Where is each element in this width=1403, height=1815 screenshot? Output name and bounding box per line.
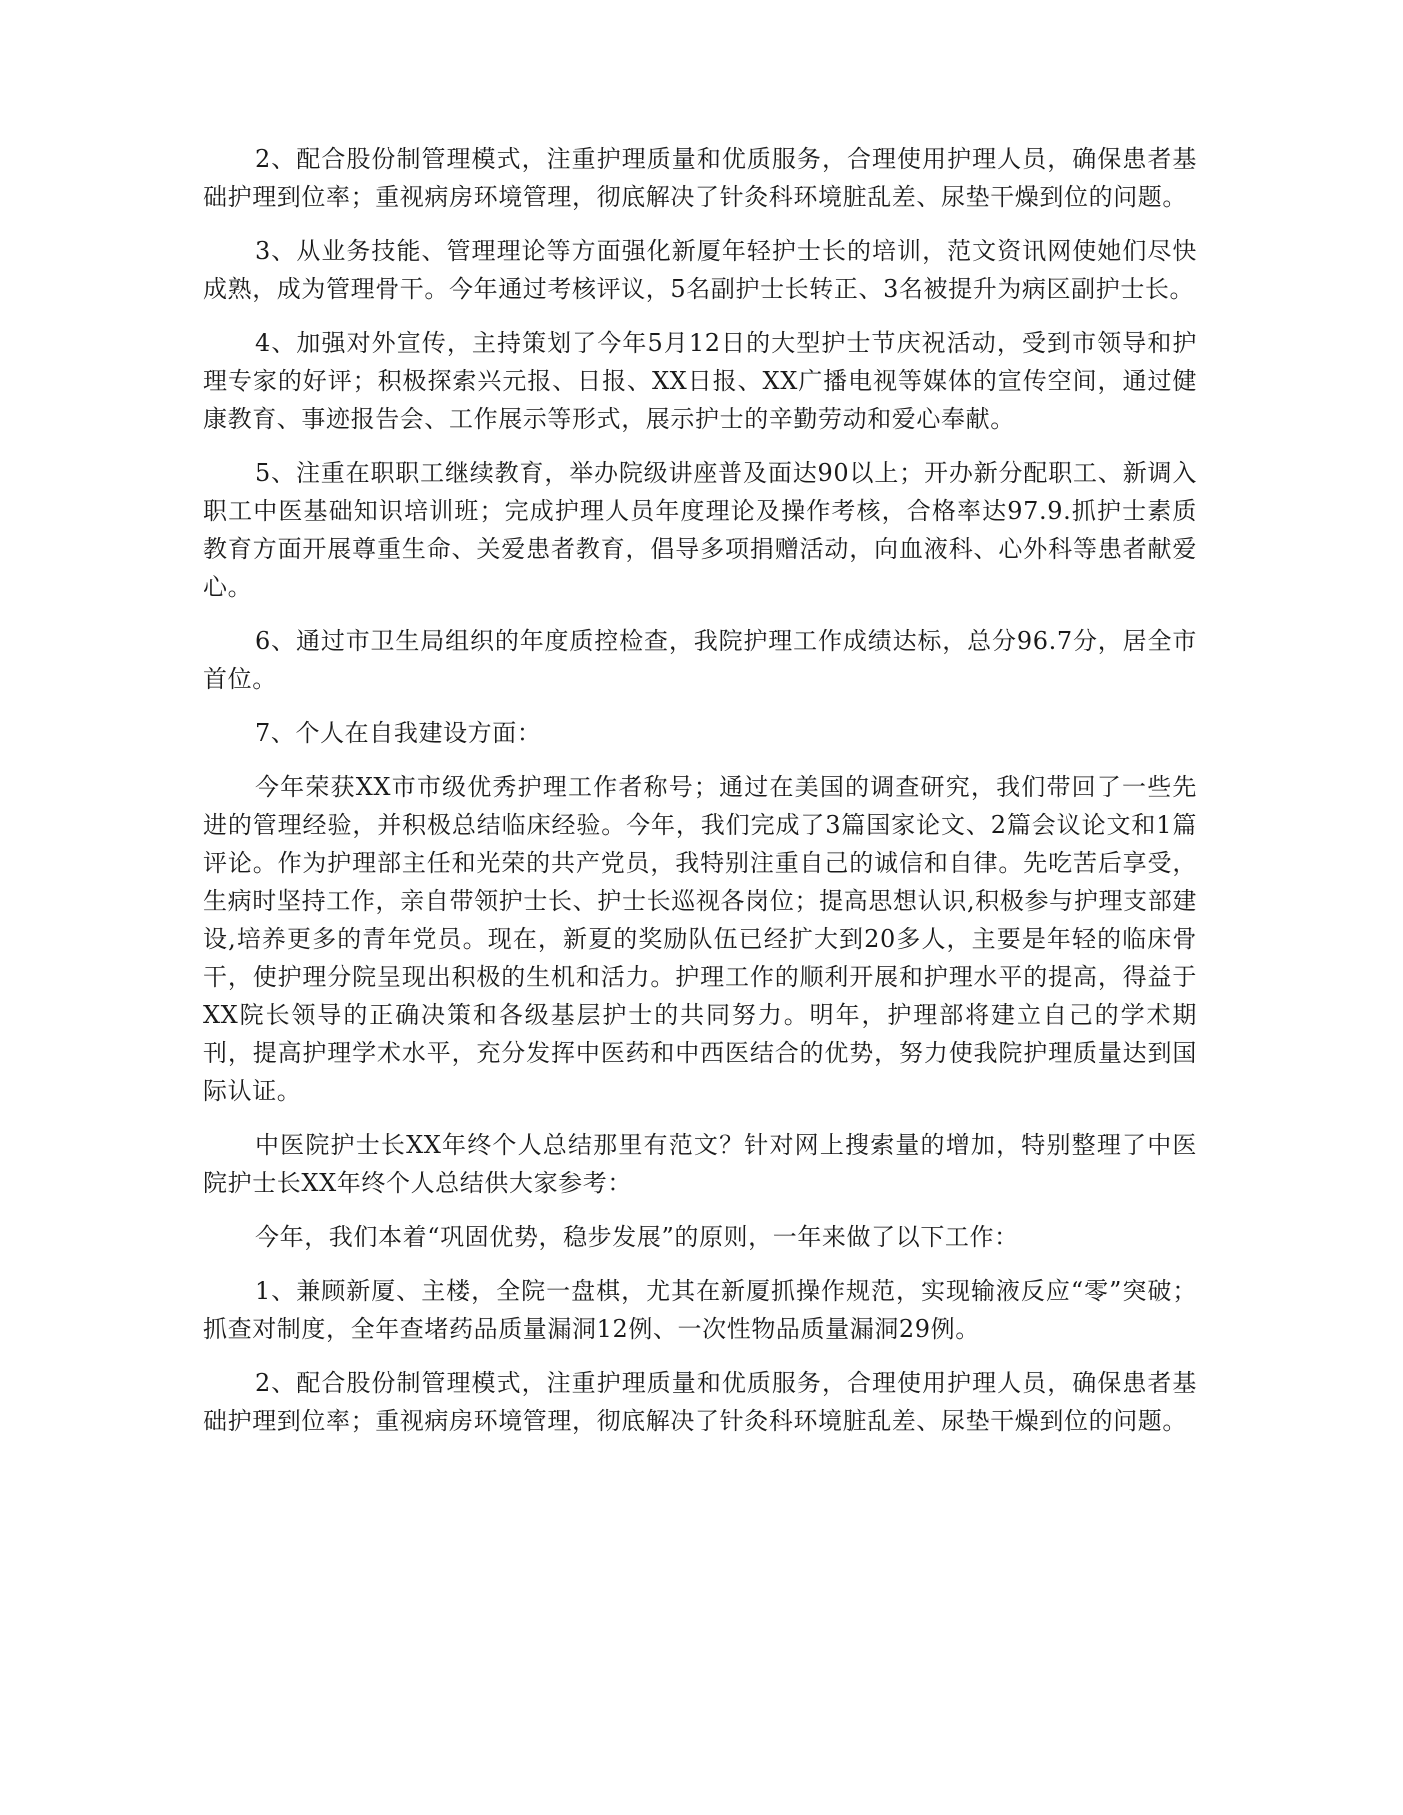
paragraph-personal-achievements: 今年荣获XX市市级优秀护理工作者称号；通过在美国的调查研究，我们带回了一些先进的管理经验，并积极总结临床经验。今年，我们完成了3篇国家论文、2篇会议论文和1篇评论。作为护理部主任和光荣的共产党员，我特别注重自己的诚信和自律。先吃苦后享受，生病时坚持工作，亲自带领护士长、护士长巡视各岗位；提高思想认识,积极参与护理支部建设,培养更多的青年党员。现在，新夏的奖励队伍已经扩大到20多人，主要是年轻的临床骨干，使护理分院呈现出积极的生机和活力。护理工作的顺利开展和护理水平的提高，得益于XX院长领导的正确决策和各级基层护士的共同努力。明年，护理部将建立自己的学术期刊，提高护理学术水平，充分发挥中医药和中西医结合的优势，努力使我院护理质量达到国际认证。 xyxy=(203,773,1197,1105)
paragraph-item-3-training: 3、从业务技能、管理理论等方面强化新厦年轻护士长的培训，范文资讯网使她们尽快成熟，成为管理骨干。今年通过考核评议，5名副护士长转正、3名被提升为病区副护士长。 xyxy=(203,237,1197,303)
paragraph-item-7-self-building: 7、个人在自我建设方面： xyxy=(255,719,542,747)
paragraph-item-2-quality: 2、配合股份制管理模式，注重护理质量和优质服务，合理使用护理人员，确保患者基础护理到位率；重视病房环境管理，彻底解决了针灸科环境脏乱差、尿垫干燥到位的问题。 xyxy=(203,145,1197,211)
paragraph-principle: 今年，我们本着“巩固优势，稳步发展”的原则，一年来做了以下工作： xyxy=(255,1223,1019,1251)
paragraph-summary-intro: 中医院护士长XX年终个人总结那里有范文？针对网上搜索量的增加，特别整理了中医院护士长XX年终个人总结供大家参考： xyxy=(203,1131,1197,1197)
paragraph-item-5-education: 5、注重在职职工继续教育，举办院级讲座普及面达90以上；开办新分配职工、新调入职工中医基础知识培训班；完成护理人员年度理论及操作考核，合格率达97.9.抓护士素质教育方面开展尊重生命、关爱患者教育，倡导多项捐赠活动，向血液科、心外科等患者献爱心。 xyxy=(203,459,1197,601)
paragraph-item-6-inspection: 6、通过市卫生局组织的年度质控检查，我院护理工作成绩达标，总分96.7分，居全市首位。 xyxy=(203,627,1197,693)
paragraph-item-2-quality-repeat: 2、配合股份制管理模式，注重护理质量和优质服务，合理使用护理人员，确保患者基础护理到位率；重视病房环境管理，彻底解决了针灸科环境脏乱差、尿垫干燥到位的问题。 xyxy=(203,1369,1197,1435)
document-body xyxy=(203,140,1197,1456)
paragraph-item-1-operations: 1、兼顾新厦、主楼，全院一盘棋，尤其在新厦抓操作规范，实现输液反应“零”突破；抓查对制度，全年查堵药品质量漏洞12例、一次性物品质量漏洞29例。 xyxy=(203,1277,1197,1343)
paragraph-item-4-publicity: 4、加强对外宣传，主持策划了今年5月12日的大型护士节庆祝活动，受到市领导和护理专家的好评；积极探索兴元报、日报、XX日报、XX广播电视等媒体的宣传空间，通过健康教育、事迹报告会、工作展示等形式，展示护士的辛勤劳动和爱心奉献。 xyxy=(203,329,1197,433)
